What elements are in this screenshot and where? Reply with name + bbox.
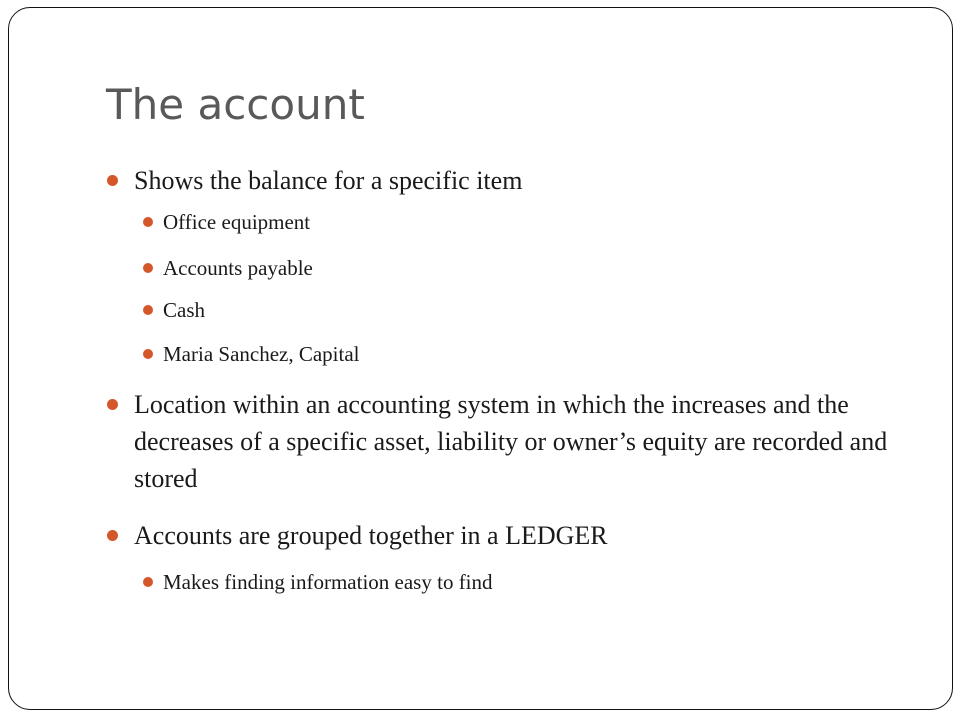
bullet-dot-icon [143, 305, 153, 315]
sub-bullet-item [163, 208, 883, 236]
sub-bullet-item [163, 296, 883, 324]
bullet-text: Office equipment [163, 210, 311, 234]
bullet-text: Accounts are grouped together in a LEDGER [134, 521, 608, 550]
bullet-item [134, 386, 894, 497]
bullet-item [134, 517, 894, 554]
bullet-text: Shows the balance for a specific item [134, 166, 523, 195]
bullet-text: Makes finding information easy to find [163, 570, 493, 594]
bullet-text: Accounts payable [163, 256, 313, 280]
bullet-dot-icon [107, 175, 118, 186]
sub-bullet-item [163, 568, 883, 596]
bullet-dot-icon [143, 263, 153, 273]
bullet-dot-icon [143, 349, 153, 359]
sub-bullet-item [163, 340, 883, 368]
slide-title: The account [106, 80, 365, 129]
bullet-text: Maria Sanchez, Capital [163, 342, 360, 366]
bullet-dot-icon [107, 399, 118, 410]
sub-bullet-item [163, 254, 883, 282]
bullet-dot-icon [143, 577, 153, 587]
bullet-text: Cash [163, 298, 205, 322]
bullet-dot-icon [107, 530, 118, 541]
bullet-item [134, 162, 894, 199]
bullet-dot-icon [143, 217, 153, 227]
bullet-text: Location within an accounting system in which the increases and the decreases of a specific asset, liability or owner’s equity are recorded and stored [134, 390, 888, 493]
